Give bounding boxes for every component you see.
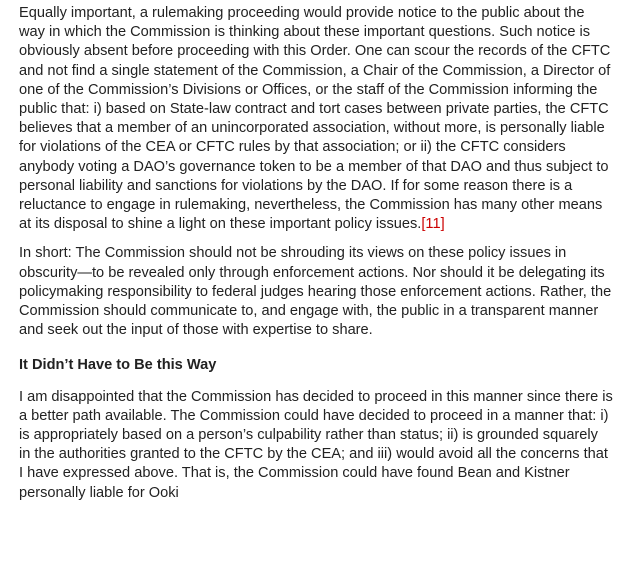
footnote-link[interactable]: [11] [421,216,445,233]
body-paragraph [19,0,613,234]
section-heading: It Didn’t Have to Be this Way [19,357,217,374]
body-paragraph: I am disappointed that the Commission has decided to proceed in this manner since there is a better path available. The Commission could have decided to proceed in a manner that: i) is appropriately based on a person’s culpability rather than status; ii) is grounded squarely in the authorities granted to the CFTC by the CEA; and iii) would avoid all the concerns that I have expressed above. That is, the Commission could have found Bean and Kistner personally liable for Ooki [19,388,613,501]
body-paragraph: In short: The Commission should not be shrouding its views on these policy issues in obscurity—to be revealed only through enforcement actions. Nor should it be delegating its policymaking responsibility to federal judges hearing those enforcement actions. Rather, the Commission should communicate to, and engage with, the public in a transparent manner and seek out the input of those with expertise to share. [19,245,612,339]
paragraph-text: Equally important, a rulemaking proceeding would provide notice to the public about the way in which the Commission is thinking about these important questions. Such notice is obviously absent before proceeding with this Order. One can scour the records of the CFTC and not find a single statement of the Commission, a Chair of the Commission, a Director of one of the Commission’s Divisions or Offices, or the staff of the Commission informing the public that: i) based on State-law contract and tort cases between private parties, the CFTC believes that a member of an unincorporated association, without more, is personally liable for violations of the CEA or CFTC rules by that association; or ii) the CFTC considers anybody voting a DAO’s governance token to be a member of that DAO and thus subject to personal liability and sanctions for violations by the DAO. If for some reason there is a reluctance to engage in rulemaking, nevertheless, the Commission has many other means at its disposal to shine a light on these important policy issues. [19,5,611,233]
